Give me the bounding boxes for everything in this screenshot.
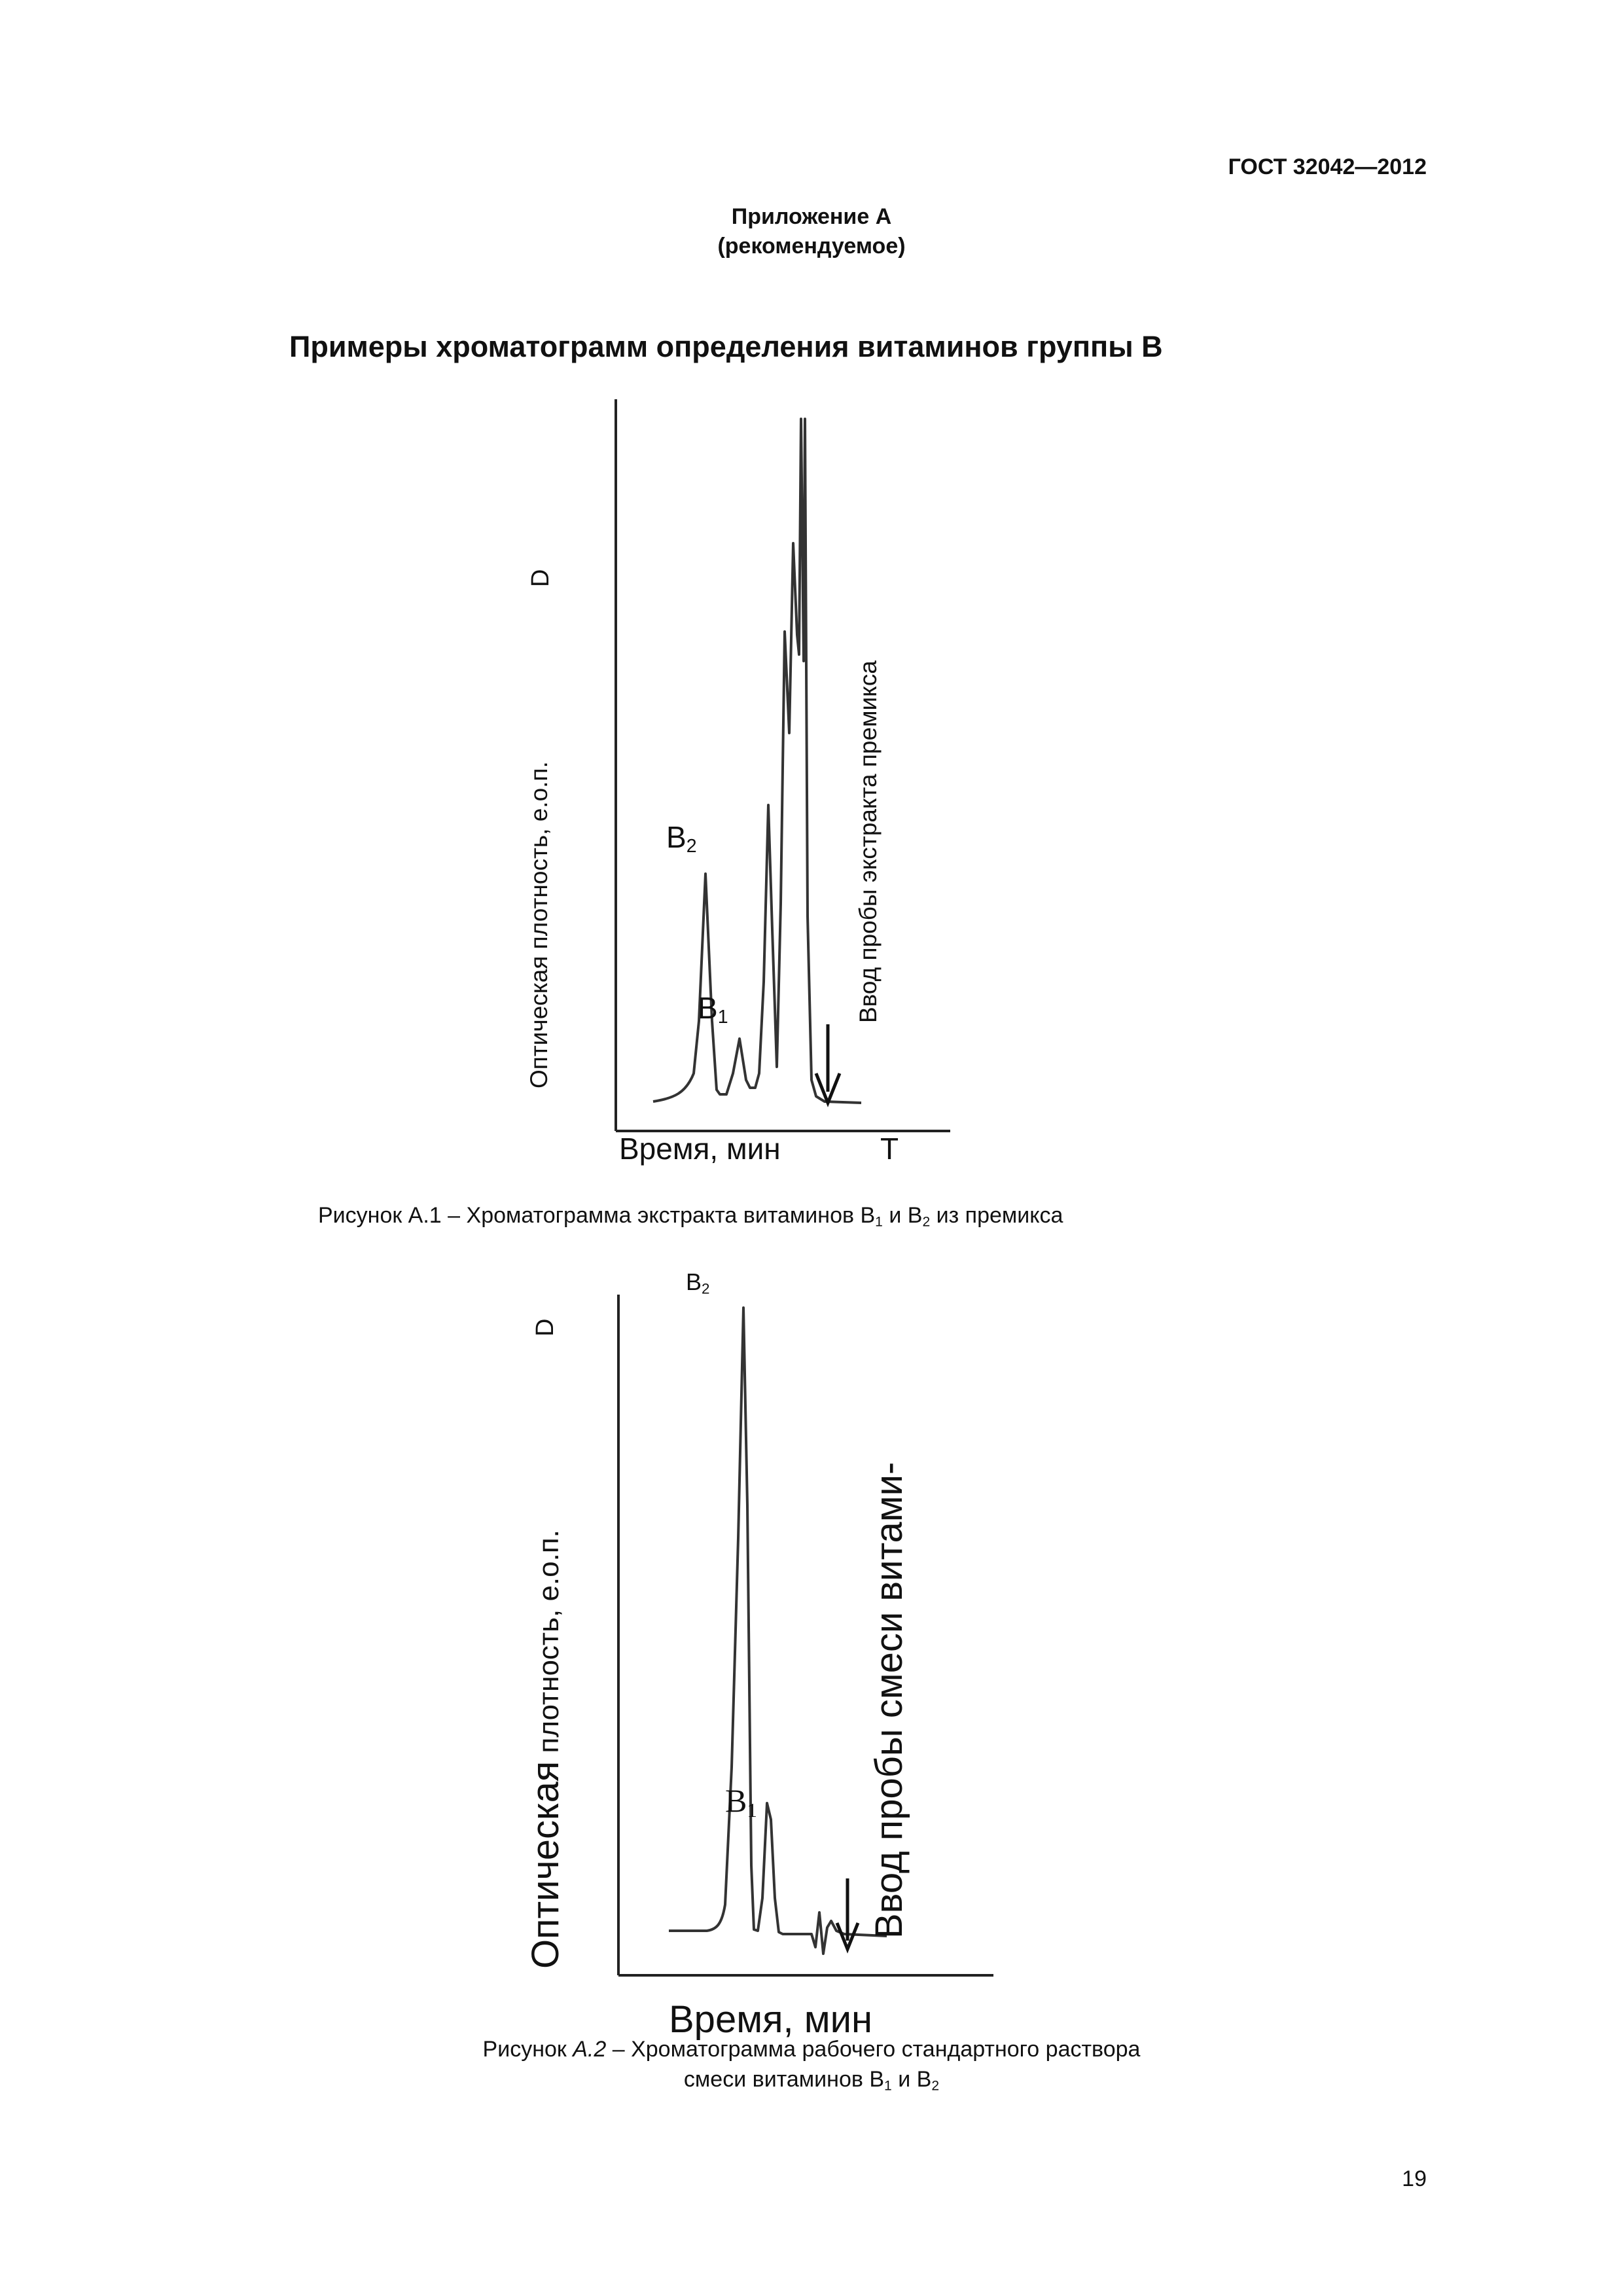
figure2-y-letter: D: [531, 1318, 559, 1336]
standard-number: ГОСТ 32042—2012: [1228, 154, 1427, 179]
figure2-y-axis-label-small: плотность, е.о.п.: [533, 1530, 565, 1761]
figure2-y-axis-label-large: Оптическая: [524, 1761, 567, 1969]
figure2-peak-b2-label: $B_2$: [686, 1268, 710, 1297]
figure1-x-letter: T: [880, 1132, 899, 1166]
figure2-peak-b1-label: $B_1$: [725, 1782, 757, 1821]
figure1-peak-b2-label: $B_2$: [666, 820, 697, 857]
figure1-y-letter: D: [527, 569, 554, 587]
page-number: 19: [1402, 2166, 1427, 2191]
figure2-y-axis-label: [524, 1530, 567, 1969]
figure2-trace: [669, 1308, 887, 1954]
figure2-caption-line2: смеси витаминов $В_1$ и $В_2$: [683, 2067, 940, 2094]
figure2-caption: [0, 2034, 1623, 2094]
section-title: Примеры хроматограмм определения витаминов группы В: [289, 330, 1163, 363]
figure1-peak-b1-label: $B_1$: [698, 991, 728, 1028]
figure2-injection-label: Ввод пробы смеси витами-: [868, 1462, 910, 1939]
figure1-x-axis-label: Время, мин: [619, 1132, 781, 1166]
appendix-status: (рекомендуемое): [717, 234, 906, 259]
figure2-caption-line1: Рисунок А.2 – Хроматограмма рабочего стандартного раствора: [482, 2037, 1141, 2062]
figure1-y-axis-label: Оптическая плотность, е.о.п.: [526, 761, 552, 1088]
figure1-injection-label: Ввод пробы экстракта премикса: [855, 660, 882, 1023]
figure1-caption: Рисунок А.1 – Хроматограмма экстракта витаминов $В_1$ и $В_2$ из премикса: [318, 1203, 1063, 1230]
figure2-x-axis-label: Время, мин: [669, 1998, 873, 2041]
appendix-label: Приложение А: [731, 204, 892, 229]
